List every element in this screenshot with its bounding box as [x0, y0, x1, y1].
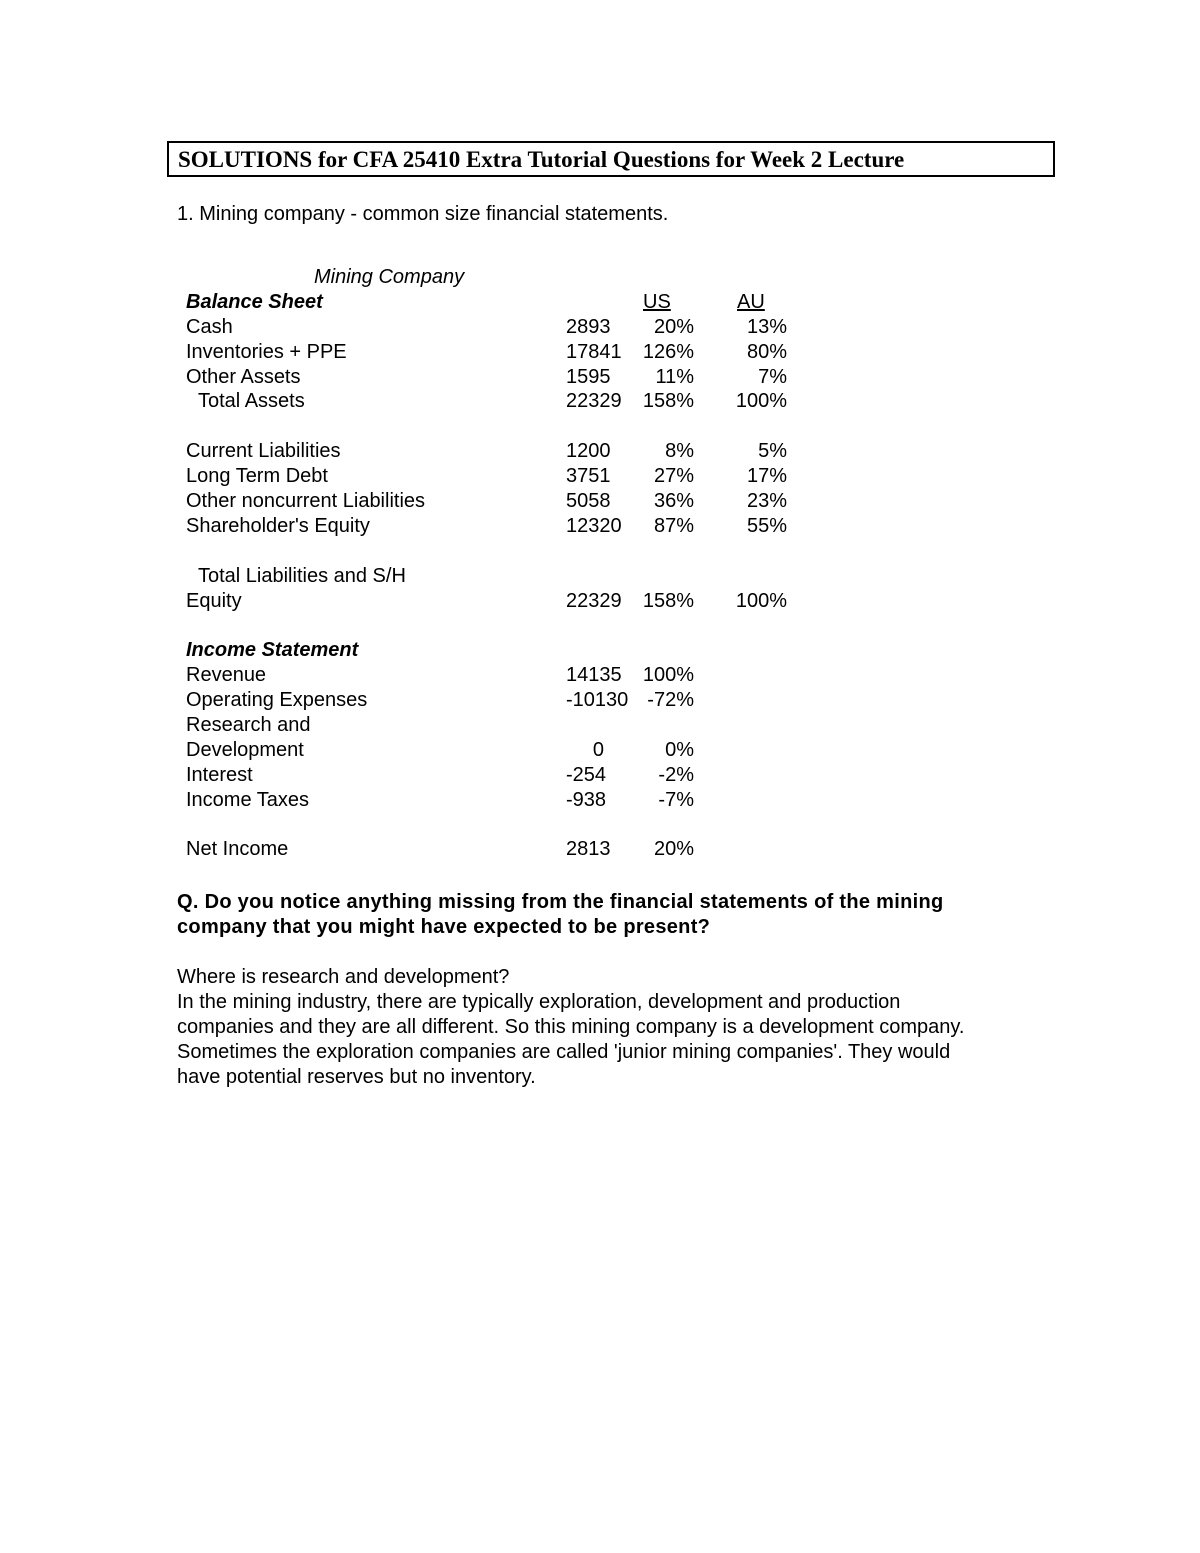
- row-us-percent: -2%: [658, 763, 694, 786]
- row-value: 1595: [566, 365, 611, 388]
- row-value: 12320: [566, 514, 622, 537]
- row-us-percent: 27%: [653, 465, 694, 488]
- answer-text: [177, 965, 964, 1090]
- row-us-percent: 100%: [642, 664, 694, 687]
- row-value: 1200: [566, 440, 611, 463]
- question-line: Q. Do you notice anything missing from the financial statements of the mining: [177, 891, 944, 913]
- row-label: Total Liabilities and S/H: [198, 564, 406, 587]
- page-title: SOLUTIONS for CFA 25410 Extra Tutorial Questions for Week 2 Lecture: [167, 141, 1055, 177]
- row-au-percent: 100%: [735, 390, 787, 413]
- row-us-percent: 0%: [665, 738, 694, 761]
- row-label: Development: [186, 738, 304, 761]
- row-us-percent: 20%: [653, 315, 694, 338]
- row-label: Cash: [186, 315, 233, 338]
- row-label: Inventories + PPE: [186, 340, 347, 363]
- column-header-us: US: [643, 290, 671, 313]
- row-au-percent: 13%: [746, 315, 787, 338]
- row-value: 2813: [566, 838, 611, 861]
- row-us-percent: 8%: [665, 440, 694, 463]
- row-label: Equity: [186, 589, 242, 612]
- row-au-percent: 100%: [735, 589, 787, 612]
- row-label: Other noncurrent Liabilities: [186, 490, 426, 513]
- row-us-percent: -72%: [647, 689, 694, 712]
- row-au-percent: 17%: [746, 465, 787, 488]
- income-statement-heading: Income Statement: [186, 639, 359, 662]
- row-label: Income Taxes: [186, 788, 310, 811]
- row-value: 3751: [566, 465, 611, 488]
- answer-line: In the mining industry, there are typically exploration, development and production: [177, 991, 901, 1013]
- answer-line: Sometimes the exploration companies are called 'junior mining companies'. They would: [177, 1041, 951, 1063]
- row-value: 14135: [566, 664, 622, 687]
- question-line: company that you might have expected to be present?: [177, 916, 711, 938]
- row-value: 17841: [566, 340, 622, 363]
- row-value: 0: [592, 738, 604, 761]
- row-value: -254: [566, 763, 607, 786]
- row-value: 22329: [566, 390, 622, 413]
- row-au-percent: 5%: [758, 440, 787, 463]
- answer-line: companies and they are all different. So this mining company is a development company.: [177, 1016, 965, 1038]
- row-us-percent: 87%: [653, 514, 694, 537]
- row-value: 2893: [566, 315, 611, 338]
- balance-sheet-heading: Balance Sheet: [186, 290, 323, 313]
- row-label: Research and: [186, 714, 311, 737]
- row-us-percent: 20%: [653, 838, 694, 861]
- row-label: Interest: [186, 763, 253, 786]
- row-label: Current Liabilities: [186, 440, 341, 463]
- row-label: Other Assets: [186, 365, 301, 388]
- answer-line: have potential reserves but no inventory.: [177, 1066, 536, 1088]
- row-au-percent: 55%: [746, 514, 787, 537]
- row-value: 22329: [566, 589, 622, 612]
- row-au-percent: 7%: [758, 365, 787, 388]
- row-value: 5058: [566, 490, 611, 513]
- row-label: Net Income: [186, 838, 289, 861]
- row-us-percent: 126%: [642, 340, 694, 363]
- row-au-percent: 23%: [746, 490, 787, 513]
- row-label: Long Term Debt: [186, 465, 328, 488]
- answer-line: Where is research and development?: [177, 966, 510, 988]
- column-header-au: AU: [737, 290, 765, 313]
- row-label: Total Assets: [198, 390, 305, 413]
- row-us-percent: 11%: [655, 365, 694, 388]
- row-us-percent: -7%: [658, 788, 694, 811]
- row-label: Shareholder's Equity: [186, 514, 370, 537]
- row-us-percent: 158%: [642, 589, 694, 612]
- row-value: -10130: [566, 689, 629, 712]
- row-us-percent: 36%: [653, 490, 694, 513]
- intro-text: 1. Mining company - common size financial statements.: [177, 203, 669, 225]
- question-text: [177, 890, 944, 940]
- row-us-percent: 158%: [642, 390, 694, 413]
- row-au-percent: 80%: [746, 340, 787, 363]
- company-name: Mining Company: [314, 266, 465, 288]
- row-value: -938: [566, 788, 607, 811]
- row-label: Revenue: [186, 664, 267, 687]
- row-label: Operating Expenses: [186, 689, 368, 712]
